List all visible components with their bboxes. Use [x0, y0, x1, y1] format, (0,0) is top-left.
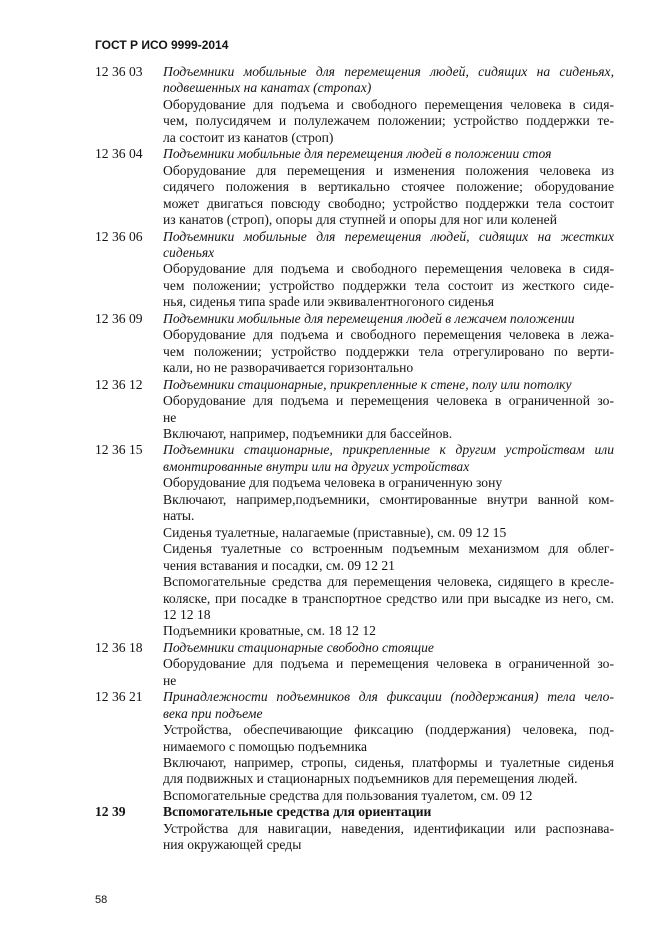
- entry-title: [163, 229, 614, 262]
- entry-code: 12 36 09: [95, 310, 143, 326]
- classification-entry: [95, 311, 614, 377]
- paragraph-line: не: [163, 409, 177, 425]
- entry-body: [163, 311, 614, 377]
- entry-body: [163, 64, 614, 146]
- entry-paragraph: [163, 525, 614, 541]
- paragraph-line: 12 12 18: [163, 606, 211, 622]
- paragraph-line: для подвижных и стационарных подъемников для перемещения людей.: [163, 771, 578, 787]
- entry-paragraph: [163, 821, 614, 854]
- classification-entry: [95, 64, 614, 146]
- entry-code: 12 36 06: [95, 228, 143, 244]
- subclass-heading: [95, 804, 614, 853]
- entry-title: [163, 442, 614, 475]
- paragraph-line: Устройства для навигации, наведения, идентификации или распознава-: [163, 820, 614, 836]
- paragraph-line: Оборудование для перемещения и изменения положения человека из: [163, 162, 614, 178]
- entry-title: [163, 311, 614, 327]
- entry-paragraph: [163, 261, 614, 310]
- title-line: вмонтированные внутри или на других устройствах: [163, 458, 470, 474]
- entry-body: [163, 146, 614, 228]
- paragraph-line: Сиденья туалетные со встроенным подъемным механизмом для облег-: [163, 541, 614, 557]
- paragraph-line: Оборудование для подъема человека в ограниченную зону: [163, 475, 503, 491]
- paragraph-line: не: [163, 672, 177, 688]
- paragraph-line: Подъемники кроватные, см. 18 12 12: [163, 623, 376, 639]
- paragraph-line: Включают, например,подъемники, смонтированные внутри ванной ком-: [163, 491, 614, 507]
- entry-paragraph: [163, 722, 614, 755]
- paragraph-line: Вспомогательные средства для перемещения человека, сидящего в кресле-: [163, 574, 614, 590]
- entry-body: [163, 640, 614, 689]
- title-line: Подъемники стационарные, прикрепленные к другим устройствам или: [163, 442, 614, 458]
- entry-paragraph: [163, 574, 614, 623]
- paragraph-line: Оборудование для подъема и перемещения человека в ограниченной зо-: [163, 393, 614, 409]
- entry-paragraph: [163, 492, 614, 525]
- entry-title: [163, 640, 614, 656]
- paragraph-line: Оборудование для подъема и свободного перемещения человека в сидя-: [163, 96, 614, 112]
- entry-code: 12 36 12: [95, 376, 143, 392]
- paragraph-line: нимаемого с помощью подъемника: [163, 738, 368, 754]
- entry-paragraph: [163, 426, 614, 442]
- title-line: Подъемники мобильные для перемещения людей в лежачем положении: [163, 310, 575, 326]
- entry-paragraph: [163, 327, 614, 376]
- paragraph-line: Оборудование для подъема и свободного перемещения человека в сидя-: [163, 261, 614, 277]
- entry-code: 12 39: [95, 804, 126, 820]
- entry-code: 12 36 21: [95, 689, 143, 705]
- paragraph-line: Сиденья туалетные, налагаемые (приставные), см. 09 12 15: [163, 524, 507, 540]
- paragraph-line: чем, полусидячем и полулежачем положении; устройство поддержки те-: [163, 113, 614, 129]
- entry-title: [163, 689, 614, 722]
- classification-entry: [95, 640, 614, 689]
- paragraph-line: сидячего положения в вертикально стоячее положение; оборудование: [163, 179, 614, 195]
- title-line: века при подъеме: [163, 705, 263, 721]
- entry-body: [163, 689, 614, 804]
- entry-paragraph: [163, 541, 614, 574]
- classification-entry: [95, 442, 614, 639]
- paragraph-line: ла состоит из канатов (строп): [163, 129, 334, 145]
- paragraph-line: нья, сиденья типа spade или эквивалентногоного сиденья: [163, 294, 495, 310]
- paragraph-line: Включают, например, стропы, сиденья, платформы и туалетные сиденья: [163, 755, 614, 771]
- paragraph-line: коляске, при посадке в транспортное средство или при высадке из него, см.: [163, 590, 614, 606]
- entry-paragraph: [163, 475, 614, 491]
- entry-code: 12 36 18: [95, 639, 143, 655]
- entry-body: [163, 377, 614, 443]
- paragraph-line: чем положении; устройство поддержки тела отрегулировано по верти-: [163, 343, 614, 359]
- paragraph-line: Вспомогательные средства для пользования туалетом, см. 09 12: [163, 787, 533, 803]
- entry-title: [163, 377, 614, 393]
- paragraph-line: ния окружающей среды: [163, 837, 302, 853]
- title-line: Подъемники стационарные свободно стоящие: [163, 639, 434, 655]
- paragraph-line: чения вставания и посадки, см. 09 12 21: [163, 557, 395, 573]
- classification-list: [95, 64, 614, 854]
- paragraph-line: кали, но не разворачивается горизонтально: [163, 360, 414, 376]
- paragraph-line: может двигаться повсюду свободно; устройство поддержки тела состоит: [163, 195, 614, 211]
- classification-entry: [95, 229, 614, 311]
- paragraph-line: чем положении; устройство поддержки тела состоит из жесткого сиде-: [163, 277, 614, 293]
- paragraph-line: Оборудование для подъема и перемещения человека в ограниченной зо-: [163, 656, 614, 672]
- paragraph-line: из канатов (строп), опоры для ступней и опоры для ног или коленей: [163, 212, 557, 228]
- title-line: Подъемники мобильные для перемещения людей в положении стоя: [163, 146, 552, 162]
- title-line: Подъемники мобильные для перемещения людей, сидящих на жестких: [163, 228, 614, 244]
- entry-paragraph: [163, 755, 614, 788]
- title-line: сиденьях: [163, 244, 215, 260]
- page-number: 58: [95, 894, 108, 906]
- paragraph-line: Включают, например, подъемники для бассейнов.: [163, 425, 453, 441]
- title-line: подвешенных на канатах (стропах): [163, 80, 372, 96]
- classification-entry: [95, 689, 614, 804]
- entry-paragraph: [163, 163, 614, 229]
- classification-entry: [95, 377, 614, 443]
- entry-paragraph: [163, 788, 614, 804]
- title-line: Подъемники мобильные для перемещения людей, сидящих на сиденьях,: [163, 64, 614, 79]
- entry-title: [163, 64, 614, 97]
- entry-paragraph: [163, 656, 614, 689]
- paragraph-line: Устройства, обеспечивающие фиксацию (поддержания) человека, под-: [163, 722, 614, 738]
- paragraph-line: наты.: [163, 508, 195, 524]
- title-line: Принадлежности подъемников для фиксации (поддержания) тела чело-: [163, 689, 614, 705]
- running-header: ГОСТ Р ИСО 9999-2014: [95, 38, 229, 52]
- entry-paragraph: [163, 393, 614, 426]
- entry-body: [163, 804, 614, 853]
- entry-title: [163, 804, 614, 820]
- paragraph-line: Оборудование для подъема и свободного перемещения человека в лежа-: [163, 327, 614, 343]
- classification-entry: [95, 146, 614, 228]
- entry-paragraph: [163, 623, 614, 639]
- title-line: Подъемники стационарные, прикрепленные к стене, полу или потолку: [163, 376, 572, 392]
- entry-code: 12 36 04: [95, 146, 143, 162]
- entry-code: 12 36 03: [95, 64, 143, 79]
- title-line: Вспомогательные средства для ориентации: [163, 804, 432, 820]
- entry-paragraph: [163, 97, 614, 146]
- entry-title: [163, 146, 614, 162]
- entry-body: [163, 229, 614, 311]
- entry-body: [163, 442, 614, 639]
- entry-code: 12 36 15: [95, 442, 143, 458]
